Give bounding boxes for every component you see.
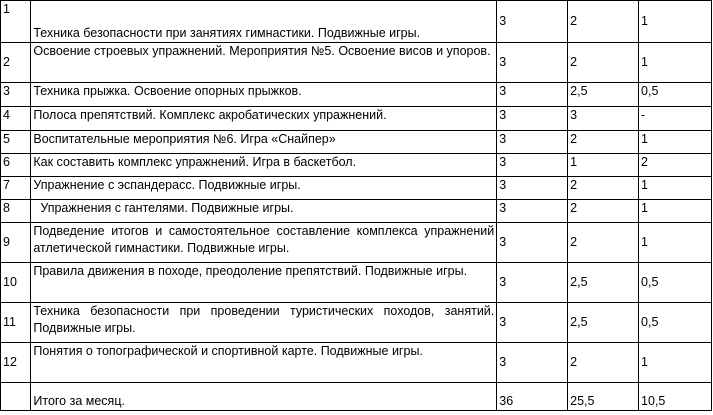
table-row [1, 83, 712, 107]
table-row [1, 107, 712, 131]
row-practice-hours: 1 [639, 343, 712, 383]
table-row [1, 263, 712, 303]
row-topic: Воспитательные мероприятия №6. Игра «Снайпер» [31, 131, 497, 154]
row-theory-hours: 2 [568, 43, 639, 83]
row-theory-hours: 3 [568, 107, 639, 131]
row-topic: Техника прыжка. Освоение опорных прыжков. [31, 83, 497, 107]
row-topic: Полоса препятствий. Комплекс акробатических упражнений. [31, 107, 497, 131]
table-row [1, 303, 712, 343]
row-topic: Техника безопасности при занятиях гимнастики. Подвижные игры. [31, 1, 497, 43]
total-number [1, 383, 31, 411]
total-hours: 36 [497, 383, 568, 411]
row-practice-hours: 1 [639, 200, 712, 223]
row-number: 7 [1, 177, 31, 200]
row-theory-hours: 1 [568, 154, 639, 177]
row-theory-hours: 2 [568, 1, 639, 43]
row-number: 12 [1, 343, 31, 383]
row-total-hours: 3 [497, 83, 568, 107]
row-practice-hours: 1 [639, 131, 712, 154]
row-total-hours: 3 [497, 43, 568, 83]
row-practice-hours: 0,5 [639, 303, 712, 343]
row-number: 6 [1, 154, 31, 177]
row-practice-hours: 1 [639, 177, 712, 200]
table-row [1, 154, 712, 177]
total-theory-hours: 25,5 [568, 383, 639, 411]
table-row [1, 1, 712, 43]
row-topic: Правила движения в походе, преодоление препятствий. Подвижные игры. [31, 263, 497, 303]
total-label: Итого за месяц. [31, 383, 497, 411]
total-practice-hours: 10,5 [639, 383, 712, 411]
row-practice-hours: 0,5 [639, 83, 712, 107]
row-topic: Освоение строевых упражнений. Мероприятия №5. Освоение висов и упоров. [31, 43, 497, 83]
row-theory-hours: 2 [568, 223, 639, 263]
table-row [1, 43, 712, 83]
row-topic: Как составить комплекс упражнений. Игра в баскетбол. [31, 154, 497, 177]
row-theory-hours: 2 [568, 343, 639, 383]
schedule-body [1, 1, 712, 411]
row-total-hours: 3 [497, 107, 568, 131]
row-practice-hours: - [639, 107, 712, 131]
row-number: 1 [1, 1, 31, 43]
row-topic: Подведение итогов и самостоятельное составление комплекса упражнений атлетической гимнастики. Подвижные игры. [31, 223, 497, 263]
row-total-hours: 3 [497, 154, 568, 177]
row-total-hours: 3 [497, 200, 568, 223]
row-total-hours: 3 [497, 1, 568, 43]
row-number: 2 [1, 43, 31, 83]
row-practice-hours: 0,5 [639, 263, 712, 303]
row-practice-hours: 1 [639, 1, 712, 43]
row-topic: Техника безопасности при проведении туристических походов, занятий. Подвижные игры. [31, 303, 497, 343]
row-total-hours: 3 [497, 343, 568, 383]
row-number: 9 [1, 223, 31, 263]
row-theory-hours: 2 [568, 131, 639, 154]
row-total-hours: 3 [497, 223, 568, 263]
table-row [1, 223, 712, 263]
row-number: 10 [1, 263, 31, 303]
row-number: 11 [1, 303, 31, 343]
row-topic: Упражнение с эспандерасс. Подвижные игры. [31, 177, 497, 200]
row-topic: Понятия о топографической и спортивной карте. Подвижные игры. [31, 343, 497, 383]
row-theory-hours: 2 [568, 177, 639, 200]
row-practice-hours: 1 [639, 43, 712, 83]
row-theory-hours: 2,5 [568, 83, 639, 107]
row-theory-hours: 2,5 [568, 303, 639, 343]
row-practice-hours: 1 [639, 223, 712, 263]
table-row [1, 343, 712, 383]
row-practice-hours: 2 [639, 154, 712, 177]
row-theory-hours: 2,5 [568, 263, 639, 303]
row-number: 4 [1, 107, 31, 131]
row-number: 8 [1, 200, 31, 223]
row-total-hours: 3 [497, 263, 568, 303]
table-row [1, 200, 712, 223]
row-total-hours: 3 [497, 177, 568, 200]
row-total-hours: 3 [497, 131, 568, 154]
row-topic: Упражнения с гантелями. Подвижные игры. [31, 200, 497, 223]
row-number: 5 [1, 131, 31, 154]
row-theory-hours: 2 [568, 200, 639, 223]
table-row [1, 177, 712, 200]
table-total-row [1, 383, 712, 411]
table-row [1, 131, 712, 154]
row-total-hours: 3 [497, 303, 568, 343]
row-number: 3 [1, 83, 31, 107]
